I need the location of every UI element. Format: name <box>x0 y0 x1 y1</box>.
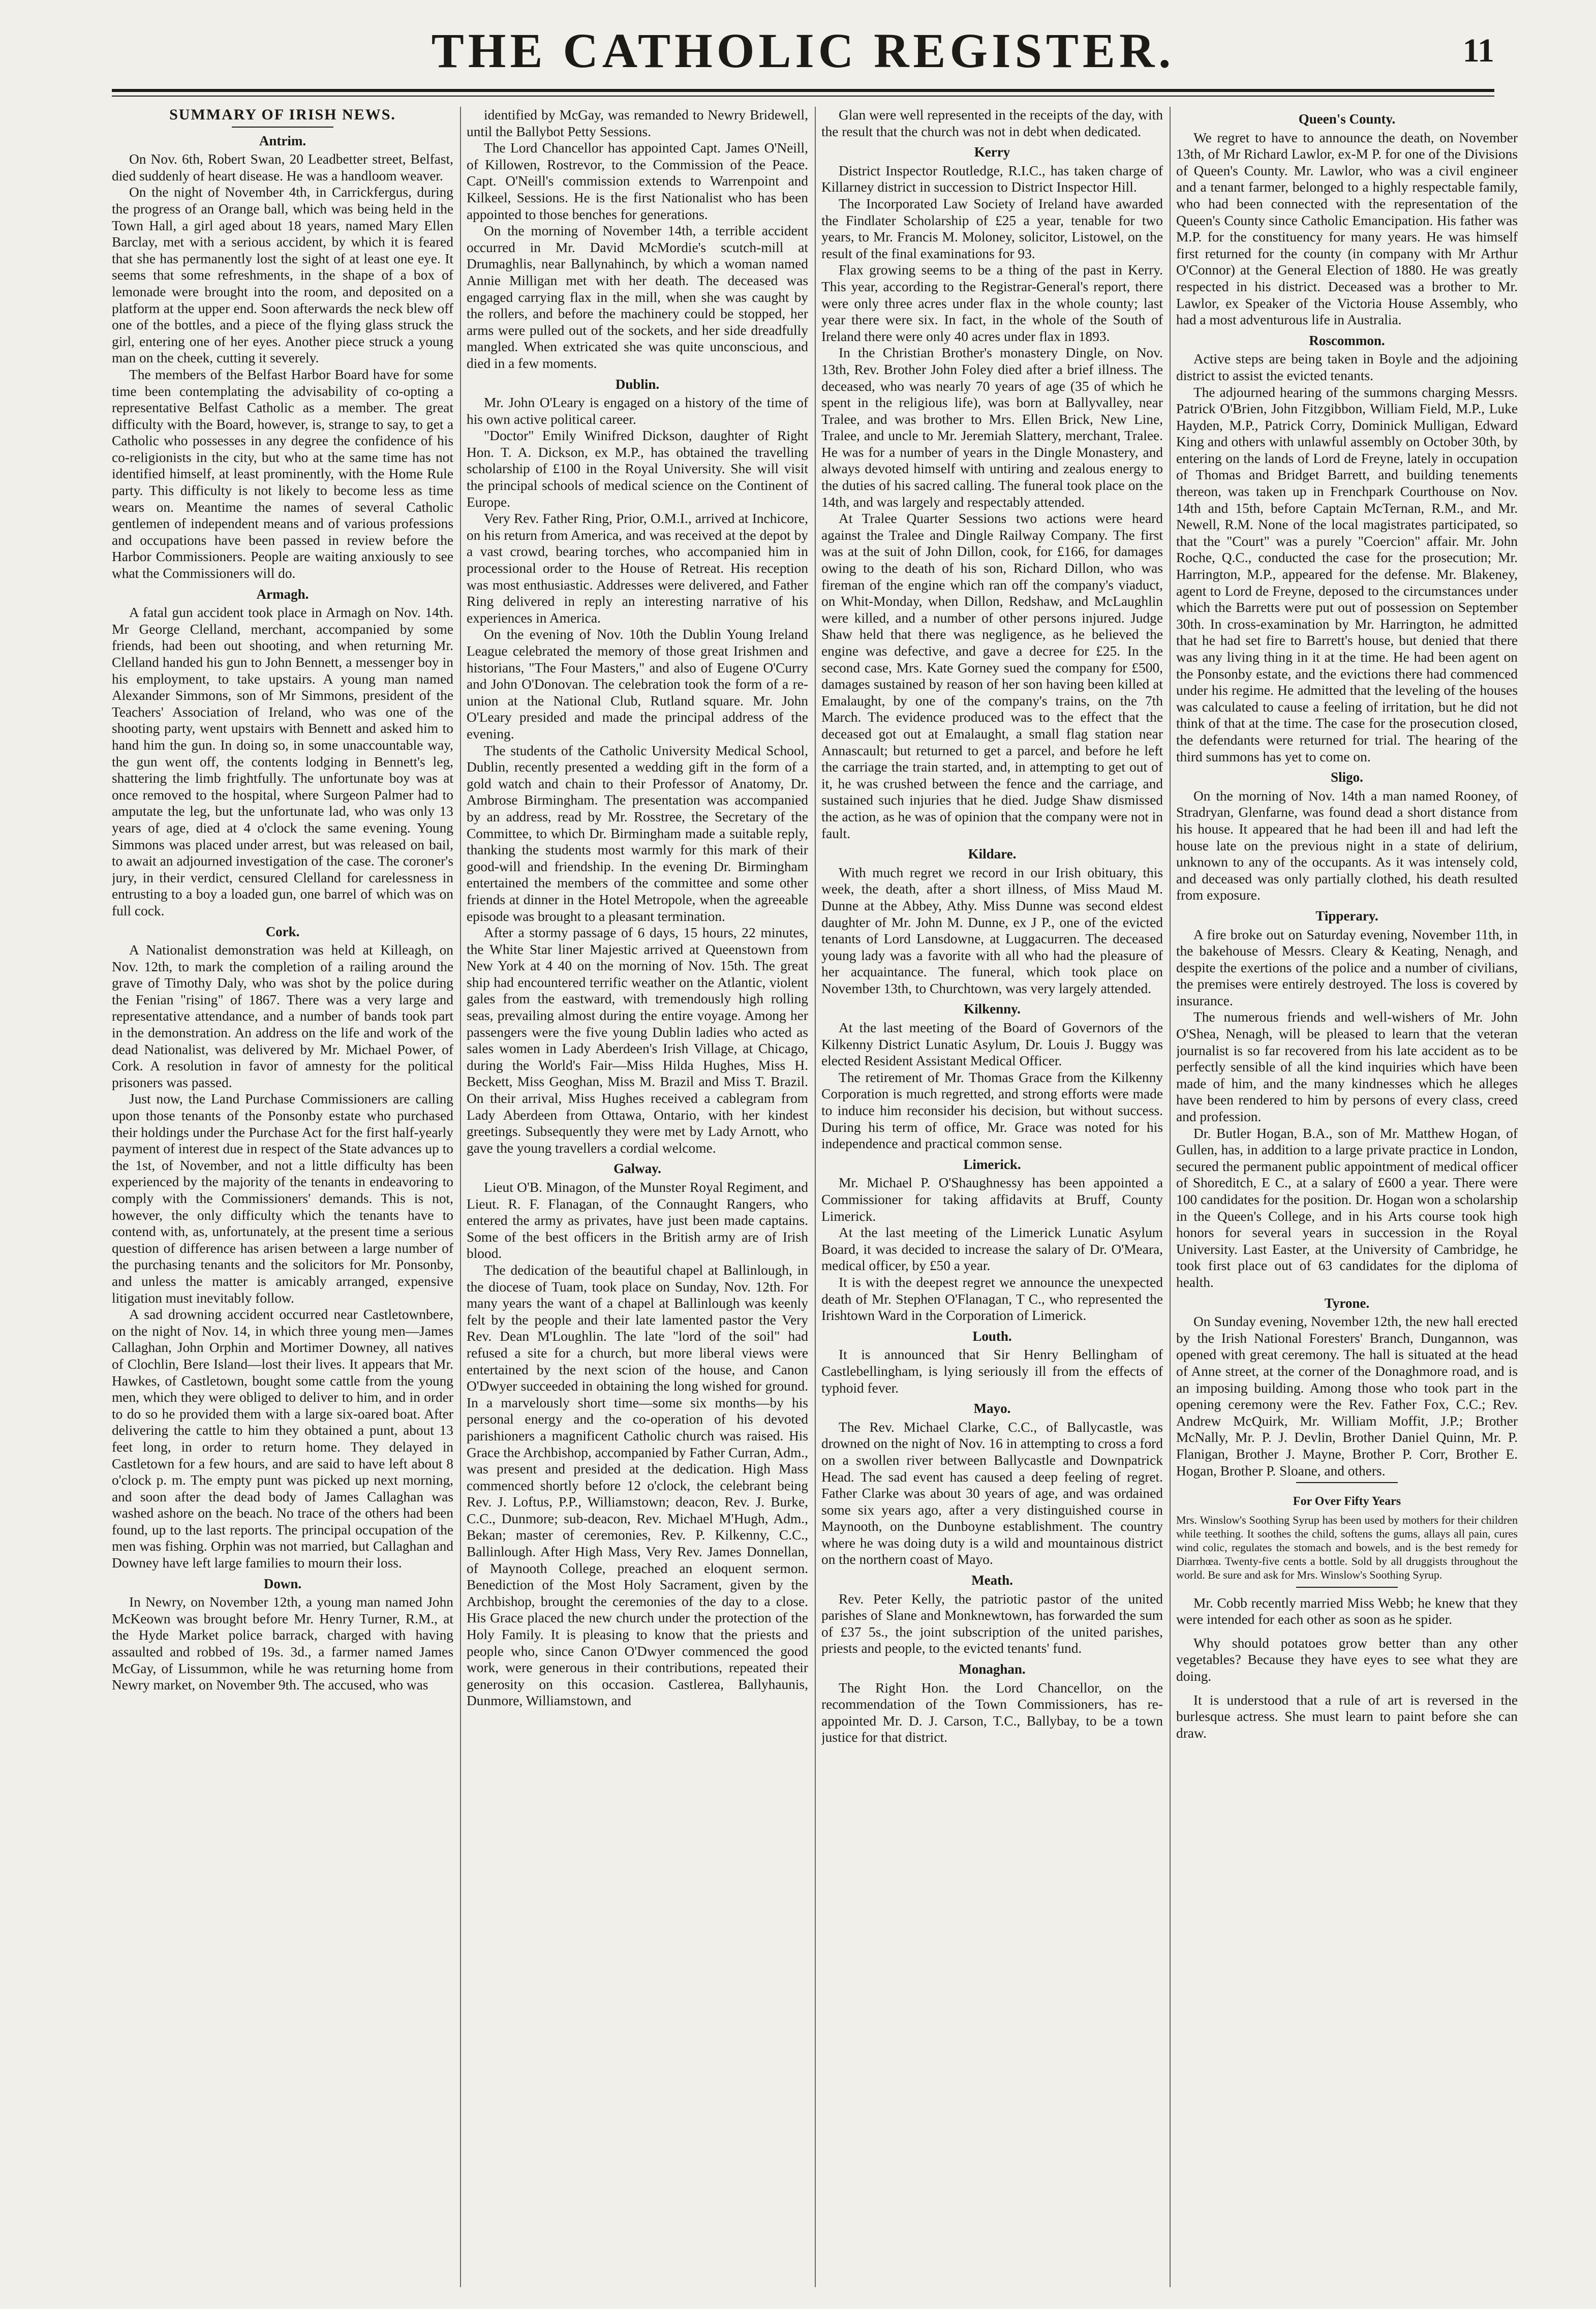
county-heading: Tyrone. <box>1324 1295 1370 1311</box>
county-heading: Tipperary. <box>1315 908 1378 923</box>
news-paragraph: After a stormy passage of 6 days, 15 hours, 22 minutes, the White Star liner Majestic arrived at Queenstown from New York at 4 40 on the morning of Nov. 15th. The great ship had encountered terrific weather on the Atlantic, violent gales from the eastward, with tremendously high rolling seas, prevailing almost during the entire voyage. Among her passengers were the five young Dublin ladies who acted as sales women in Lady Aberdeen's Irish Village, at Chicago, during the World's Fair—Miss Hilda Hughes, Miss H. Beckett, Miss Geoghan, Miss M. Brazil and Miss T. Brazil. On their arrival, Miss Hughes received a cablegram from Lady Aberdeen from Ottawa, Ontario, with her kindest greetings. Subsequently they were met by Lady Arnott, who gave the young travellers a cordial welcome. <box>467 925 808 1156</box>
county-heading: Galway. <box>613 1161 661 1177</box>
news-paragraph: Active steps are being taken in Boyle and the adjoining district to assist the evicted tenants. <box>1176 351 1518 383</box>
news-paragraph: The numerous friends and well-wishers of Mr. John O'Shea, Nenagh, will be pleased to learn that the veteran journalist is so far recovered from his late accident as to be perfectly sensible of all the kind inquiries which have been made of him, and the many kindnesses which he alleges have been rendered to him by persons of every class, creed and profession. <box>1176 1009 1518 1125</box>
news-paragraph: District Inspector Routledge, R.I.C., has taken charge of Killarney district in succession to District Inspector Hill. <box>821 163 1163 195</box>
news-paragraph: The Incorporated Law Society of Ireland have awarded the Findlater Scholarship of £25 a year, tenable for two years, to Mr. Francis M. Moloney, solicitor, Listowel, on the result of the final examinations for 93. <box>821 196 1163 261</box>
page-number: 11 <box>1462 32 1494 69</box>
news-paragraph: On the evening of Nov. 10th the Dublin Young Ireland League celebrated the memory of those great Irishmen and historians, "The Four Masters," and also of Eugene O'Curry and John O'Donovan. The celebration took the form of a re-union at the National Club, Rutland square. Mr. John O'Leary presided and made the principal address of the evening. <box>467 627 808 742</box>
news-paragraph: Lieut O'B. Minagon, of the Munster Royal Regiment, and Lieut. R. F. Flanagan, of the Connaught Rangers, who entered the army as privates, have just been made captains. Some of the best officers in the British army are of Irish blood. <box>467 1180 808 1261</box>
advert-body: Mrs. Winslow's Soothing Syrup has been used by mothers for their children while teething. It soothes the child, softens the gums, allays all pain, cures wind colic, regulates the stomach and bowels, and is the best remedy for Diarrhœa. Twenty-five cents a bottle. Sold by all druggists throughout the world. Be sure and ask for Mrs. Winslow's Soothing Syrup. <box>1176 1513 1518 1581</box>
county-heading: Dublin. <box>615 376 660 392</box>
county-heading: Sligo. <box>1331 769 1363 785</box>
news-paragraph: Very Rev. Father Ring, Prior, O.M.I., arrived at Inchicore, on his return from America, and was received at the depot by a vast crowd, bearing torches, who accompanied him in processional order to the House of Retreat. His reception was most enthusiastic. Addresses were delivered, and Father Ring delivered in reply an interesting narrative of his experiences in America. <box>467 511 808 626</box>
column-divider <box>815 107 816 2287</box>
news-paragraph: On the morning of November 14th, a terrible accident occurred in Mr. David McMordie's scutch-mill at Drumaghlis, near Ballynahinch, by which a woman named Annie Milligan met with her death. The deceased was engaged carrying flax in the mill, when she was caught by the rollers, and before the machinery could be stopped, her arms were pulled out of the sockets, and her side dreadfully mangled. When extricated she was quite unconscious, and died in a few moments. <box>467 223 808 371</box>
news-paragraph: The Lord Chancellor has appointed Capt. James O'Neill, of Killowen, Rostrevor, to the Commission of the Peace. Capt. O'Neill's commission extends to Warrenpoint and Kilkeel, Sessions. He is the first Nationalist who has been appointed to those benches for generations. <box>467 140 808 222</box>
news-paragraph: A Nationalist demonstration was held at Killeagh, on Nov. 12th, to mark the completion of a railing around the grave of Timothy Daly, who was shot by the police during the Fenian "rising" of 1867. There was a very large and representative attendance, and a number of bands took part in the demonstration. An address on the life and work of the dead Nationalist, was delivered by Mr. Michael Power, of Cork. A resolution in favor of amnesty for the political prisoners was passed. <box>112 942 453 1090</box>
county-heading: Down. <box>263 1576 302 1591</box>
column-4 <box>1176 107 1518 2292</box>
advert-heading: For Over Fifty Years <box>1293 1495 1401 1508</box>
news-paragraph: A sad drowning accident occurred near Castletownbere, on the night of Nov. 14, in which three young men—James Callaghan, John Orphin and Mortimer Downey, all natives of Clochlin, Bere Island—lost their lives. It appears that Mr. Hawkes, of Castletown, bought some cattle from the young men, which they were obliged to deliver to him, and in order to do so he provided them with a large six-oared boat. After delivering the cattle to him they obtained a punt, about 13 feet long, in order to return home. They delayed in Castletown for a few hours, and are said to have left about 8 o'clock p. m. The empty punt was picked up next morning, and soon after the dead body of James Callaghan was washed ashore on the beach. No trace of the others had been found, up to the last reports. The principal occupation of the men was fishing. Orphin was not married, but Callaghan and Downey have left large families to mourn their loss. <box>112 1307 453 1571</box>
news-paragraph: The adjourned hearing of the summons charging Messrs. Patrick O'Brien, John Fitzgibbon, William Field, M.P., Luke Hayden, M.P., Patrick Corry, Dominick Mulligan, Edward King and others with unlawful assembly on October 30th, by entering on the lands of Lord de Freyne, lately in occupation of Thomas and Bridget Barrett, and building tenements thereon, was taken up in Frenchpark Courthouse on Nov. 14th and 15th, before Captain McTernan, R.M., and Mr. Newell, R.M. None of the local magistrates participated, so that the "Court" was a purely "Coercion" affair. Mr. John Roche, Q.C., conducted the case for the prosecution; Mr. Harrington, M.P., appeared for the defense. Mr. Blakeney, agent to Lord de Freyne, deposed to the circumstances under which the Barretts were put out of possession on September 30th. In cross-examination by Mr. Harrington, he admitted that he had set fire to Barrett's house, but denied that there was any living thing in it at the time. He had been agent on the Ponsonby estate, and the evictions there had commenced under his regime. He admitted that the leveling of the houses was calculated to cause a feeling of irritation, but he did not think of that at the time. The case for the prosecution closed, the defendants were returned for trial. The hearing of the third summons has yet to come on. <box>1176 384 1518 764</box>
advert-rule <box>1296 1587 1398 1588</box>
news-paragraph: At the last meeting of the Limerick Lunatic Asylum Board, it was decided to increase the salary of Dr. O'Meara, medical officer, by £50 a year. <box>821 1225 1163 1274</box>
column-divider <box>1170 107 1171 2287</box>
column-3 <box>821 107 1163 2292</box>
county-heading: Kildare. <box>968 846 1017 862</box>
news-summary-heading: SUMMARY OF IRISH NEWS. <box>169 107 396 123</box>
column-divider <box>460 107 461 2287</box>
news-paragraph: "Doctor" Emily Winifred Dickson, daughter of Right Hon. T. A. Dickson, ex M.P., has obtained the travelling scholarship of £100 in the Royal University. She will visit the principal schools of medical science on the Continent of Europe. <box>467 428 808 510</box>
county-heading: Louth. <box>972 1328 1012 1344</box>
county-heading: Kerry <box>974 144 1010 160</box>
news-paragraph: Dr. Butler Hogan, B.A., son of Mr. Matthew Hogan, of Gullen, has, in addition to a large private practice in London, secured the permanent public appointment of medical officer of Shoreditch, E C., at a salary of £600 a year. There were 100 candidates for the position. Dr. Hogan won a scholarship in the Queen's College, and in his Arts course took high honors for several years in succession in the Royal University. Last Easter, at the University of Cambridge, he took first place out of 63 candidates for the diploma of health. <box>1176 1125 1518 1290</box>
news-paragraph: On the morning of Nov. 14th a man named Rooney, of Stradryan, Glenfarne, was found dead a short distance from his house. It appeared that he had been ill and had left the house late on the previous night in a state of delirium, unknown to any of the occupants. As it was intensely cold, and deceased was only partially clothed, his death resulted from exposure. <box>1176 788 1518 903</box>
news-paragraph: A fire broke out on Saturday evening, November 11th, in the bakehouse of Messrs. Cleary & Keating, Nenagh, and despite the exertions of the police and a number of civilians, the premises were entirely destroyed. The loss is covered by insurance. <box>1176 927 1518 1008</box>
news-paragraph: Just now, the Land Purchase Commissioners are calling upon those tenants of the Ponsonby estate who purchased their holdings under the Purchase Act for the first half-yearly payment of interest due in respect of the State advances up to the 1st, of November, and not a little difficulty has been experienced by the majority of the tenants in endeavoring to comply with the Commissioners' demands. This is not, however, the only difficulty which the tenants have to contend with, as, unfortunately, at the present time a serious question of difference has arisen between a large number of the purchasing tenants and the solicitors for Mr. Ponsonby, and unless the matter is amicably arranged, expensive litigation must inevitably follow. <box>112 1091 453 1306</box>
filler-block <box>1176 1595 1518 1742</box>
news-paragraph: The Rev. Michael Clarke, C.C., of Ballycastle, was drowned on the night of Nov. 16 in attempting to cross a ford on a swollen river between Ballycastle and Downpatrick Head. The sad event has caused a deep feeling of regret. Father Clarke was about 30 years of age, and was ordained some six years ago, after a very distinguished course in Maynooth, on the Dunboyne establishment. The country where he was doing duty is a wild and mountainous district on the northern coast of Mayo. <box>821 1419 1163 1567</box>
news-paragraph: On Sunday evening, November 12th, the new hall erected by the Irish National Foresters' Branch, Dungannon, was opened with great ceremony. The hall is situated at the head of Anne street, at the corner of the Donaghmore road, and is an imposing building. Among those who took part in the opening ceremony were the Rev. Father Fox, C.C.; Rev. Andrew McQuirk, Mr. William Moffit, J.P.; Brother McNally, Mr. P. J. Devlin, Brother Daniel Quinn, Mr. P. Flanigan, Brother J. Mayne, Brother P. Corr, Brother E. Hogan, Brother P. Sloane, and others. <box>1176 1314 1518 1479</box>
news-paragraph: In the Christian Brother's monastery Dingle, on Nov. 13th, Rev. Brother John Foley died after a brief illness. The deceased, who was nearly 70 years of age (35 of which he spent in the religious life), was born at Ballyvalley, near Tralee, and was brother to Mrs. Ellen Brick, New Line, Tralee, and uncle to Mr. Jeremiah Slattery, merchant, Tralee. He was for a number of years in the Dingle Monastery, and always devoted himself with untiring and zealous energy to the duties of his sacred calling. The funeral took place on the 14th, and was largely and respectably attended. <box>821 345 1163 510</box>
news-paragraph: In Newry, on November 12th, a young man named John McKeown was brought before Mr. Henry Turner, R.M., at the Hyde Market police barrack, charged with having assaulted and robbed of 19s. 3d., a farmer named James McGay, of Lissummon, while he was returning home from Newry market, on November 9th. The accused, who was <box>112 1594 453 1693</box>
newspaper-title: THE CATHOLIC REGISTER. <box>431 23 1175 78</box>
news-paragraph: The dedication of the beautiful chapel at Ballinlough, in the diocese of Tuam, took place on Sunday, Nov. 12th. For many years the want of a chapel at Ballinlough was keenly felt by the people and their late lamented pastor the Very Rev. Dean M'Loughlin. The late "lord of the soil" had refused a site for a church, but more liberal views were entertained by the next scion of the house, and Canon O'Dwyer succeeded in obtaining the long wished for ground. In a marvelously short time—some six months—by his personal energy and the co-operation of his devoted parishioners a magnificent Catholic church was raised. His Grace the Archbishop, accompanied by Father Curran, Adm., was present and presided at the dedication. High Mass commenced shortly before 12 o'clock, the celebrant being Rev. J. Loftus, P.P., Williamstown; deacon, Rev. J. Burke, C.C., Dunmore; sub-deacon, Rev. Michael M'Hugh, Adm., Bekan; master of ceremonies, Rev. P. Kilkenny, C.C., Ballinlough. After High Mass, Very Rev. James Donnellan, of Maynooth College, preached an eloquent sermon. Benediction of the Most Holy Sacrament, given by the Archbishop, brought the ceremonies of the day to a close. His Grace placed the new church under the protection of the Holy Family. It is pleasing to know that the priests and people who, since Canon O'Dwyer commenced the good work, were generous in their contributions, repeated their generosity on this occasion. Castlerea, Ballyhaunis, Dunmore, Williamstown, and <box>467 1262 808 1709</box>
county-heading: Armagh. <box>256 586 309 602</box>
news-paragraph: With much regret we record in our Irish obituary, this week, the death, after a short illness, of Miss Maud M. Dunne at the Abbey, Athy. Miss Dunne was second eldest daughter of Mr. John M. Dunne, ex J P., one of the evicted tenants of Lord Lansdowne, at Luggacurren. The deceased young lady was a favorite with all who had the pleasure of her acquaintance. The funeral, which took place on November 13th, to Churchtown, was very largely attended. <box>821 865 1163 996</box>
advert-rule <box>1296 1482 1398 1483</box>
news-paragraph: Mr. Michael P. O'Shaughnessy has been appointed a Commissioner for taking affidavits at Bruff, County Limerick. <box>821 1175 1163 1224</box>
news-paragraph: On Nov. 6th, Robert Swan, 20 Leadbetter street, Belfast, died suddenly of heart disease. He was a handloom weaver. <box>112 151 453 183</box>
filler-paragraph: It is understood that a rule of art is reversed in the burlesque actress. She must learn to paint before she can draw. <box>1176 1692 1518 1741</box>
heading-rule <box>232 127 333 128</box>
masthead-rule-thin <box>112 96 1494 97</box>
news-paragraph: Mr. John O'Leary is engaged on a history of the time of his own active political career. <box>467 395 808 427</box>
county-heading: Queen's County. <box>1298 111 1396 127</box>
county-heading: Antrim. <box>259 133 306 148</box>
news-paragraph: At Tralee Quarter Sessions two actions were heard against the Tralee and Dingle Railway Company. The first was at the suit of John Dillon, cook, for £166, for damages owing to the death of his son, Richard Dillon, who was fireman of the engine which ran off the company's viaduct, on Whit-Monday, when Dillon, Redshaw, and McLaughlin were killed, and a number of other persons injured. Judge Shaw held that there was negligence, as he believed the engine was defective, and gave a decree for £25. In the second case, Mrs. Kate Gorney sued the company for £500, damages sustained by reason of her son having been killed at Emalaught, by one of the company's trains, on the 7th March. The evidence produced was to the effect that the deceased got out at Emalaught, a small flag station near Annascault; but returned to get a parcel, and before he left the carriage the train started, and, in attempting to get out of it, he was crushed between the fence and the carriage, and sustained such injuries that he died. Judge Shaw dismissed the action, as he was of opinion that the company were not in fault. <box>821 511 1163 841</box>
column-2 <box>467 107 808 2292</box>
county-heading: Monaghan. <box>959 1661 1026 1677</box>
news-paragraph: The students of the Catholic University Medical School, Dublin, recently presented a wedding gift in the form of a gold watch and chain to their Professor of Anatomy, Dr. Ambrose Birmingham. The presentation was accompanied by an address, read by Mr. Rosstree, the Secretary of the Committee, to which Dr. Birmingham made a suitable reply, thanking the students most warmly for this mark of their good-will and friendship. In the evening Dr. Birmingham entertained the members of the committee and some other friends at dinner in the Hotel Metropole, when the agreeable episode was brought to a pleasant termination. <box>467 743 808 924</box>
news-paragraph: The retirement of Mr. Thomas Grace from the Kilkenny Corporation is much regretted, and strong efforts were made to induce him reconsider his decision, but without success. During his term of office, Mr. Grace was noted for his independence and practical common sense. <box>821 1069 1163 1152</box>
news-paragraph: It is announced that Sir Henry Bellingham of Castlebellingham, is lying seriously ill from the effects of typhoid fever. <box>821 1347 1163 1396</box>
filler-paragraph: Mr. Cobb recently married Miss Webb; he knew that they were intended for each other as soon as he spider. <box>1176 1595 1518 1627</box>
news-paragraph: The Right Hon. the Lord Chancellor, on the recommendation of the Town Commissioners, has re-appointed Mr. D. J. Carson, T.C., Ballybay, to be a town justice for that district. <box>821 1680 1163 1745</box>
county-heading: Kilkenny. <box>964 1001 1021 1017</box>
county-heading: Mayo. <box>973 1401 1011 1417</box>
news-paragraph: At the last meeting of the Board of Governors of the Kilkenny District Lunatic Asylum, Dr. Louis J. Buggy was elected Resident Assistant Medical Officer. <box>821 1020 1163 1069</box>
news-paragraph: Rev. Peter Kelly, the patriotic pastor of the united parishes of Slane and Monknewtown, has forwarded the sum of £37 5s., the joint subscription of the united parishes, priests and people, to the evicted tenants' fund. <box>821 1591 1163 1656</box>
county-heading: Cork. <box>265 923 300 939</box>
news-paragraph: Glan were well represented in the receipts of the day, with the result that the church was not in debt when dedicated. <box>821 107 1163 139</box>
column-1 <box>112 107 453 2292</box>
news-paragraph: A fatal gun accident took place in Armagh on Nov. 14th. Mr George Clelland, merchant, accompanied by some friends, had been out shooting, and when returning Mr. Clelland handed his gun to John Bennett, a messenger boy in his employment, to take upstairs. A young man named Alexander Simmons, son of Mr Simmons, president of the Teachers' Association of Ireland, who was one of the shooting party, went upstairs with Bennett and asked him to hand him the gun. In doing so, in some unaccountable way, the gun went off, the contents lodging in Bennett's leg, shattering the limb frightfully. The unfortunate boy was at once removed to the hospital, where Surgeon Palmer had to amputate the leg, but the unfortunate lad, who was only 13 years of age, died at 4 o'clock the same evening. Young Simmons was placed under arrest, but was released on bail, to await an adjourned investigation of the case. The coroner's jury, in their verdict, censured Clelland for carelessness in entrusting to a boy a loaded gun, one barrel of which was on full cock. <box>112 605 453 918</box>
county-heading: Meath. <box>971 1573 1013 1588</box>
masthead <box>112 20 1494 81</box>
masthead-rule-thick <box>112 89 1494 92</box>
county-heading: Roscommon. <box>1309 332 1385 348</box>
county-heading: Limerick. <box>963 1156 1021 1172</box>
news-paragraph: identified by McGay, was remanded to Newry Bridewell, until the Ballybot Petty Sessions. <box>467 107 808 139</box>
news-paragraph: The members of the Belfast Harbor Board have for some time been contemplating the advisability of co-opting a representative Belfast Catholic as a member. The great difficulty with the Board, however, is, strange to say, to get a Catholic who possesses in any degree the confidence of his co-religionists in the city, but who at the same time has not identified himself, at least prominently, with the Home Rule party. This difficulty is not likely to become less as time wears on. Meantime the names of several Catholic gentlemen of independent means and of various professions and occupations have been passed in review before the Harbor Commissioners. People are waiting anxiously to see what the Commissioners will do. <box>112 366 453 581</box>
filler-paragraph: Why should potatoes grow better than any other vegetables? Because they have eyes to see what they are doing. <box>1176 1635 1518 1684</box>
news-paragraph: On the night of November 4th, in Carrickfergus, during the progress of an Orange ball, which was being held in the Town Hall, a girl aged about 18 years, named Mary Ellen Barclay, met with a serious accident, by which it is feared that she has permanently lost the sight of at least one eye. It seems that some refreshments, in the shape of a box of lemonade were brought into the room, and deposited on a platform at the upper end. Soon afterwards the neck blew off one of the bottles, and a piece of the flying glass struck the girl, entering one of her eyes. Another piece struck a young man on the cheek, cutting it severely. <box>112 184 453 366</box>
news-paragraph: We regret to have to announce the death, on November 13th, of Mr Richard Lawlor, ex-M P. for one of the Divisions of Queen's County. Mr. Lawlor, who was a civil engineer and a tenant farmer, belonged to a highly respectable family, who had been connected with the representation of the Queen's County since Catholic Emancipation. His father was M.P. for the constituency for many years. He was himself first returned for the county (in company with Mr Arthur O'Connor) at the General Election of 1880. He was greatly respected in his district. Deceased was a brother to Mr. Lawlor, ex Speaker of the Victoria House Assembly, who had a most adventurous life in Australia. <box>1176 130 1518 328</box>
news-paragraph: It is with the deepest regret we announce the unexpected death of Mr. Stephen O'Flanagan, T C., who represented the Irishtown Ward in the Corporation of Limerick. <box>821 1274 1163 1323</box>
news-paragraph: Flax growing seems to be a thing of the past in Kerry. This year, according to the Registrar-General's report, there were only three acres under flax in the whole county; last year there were six. In fact, in the whole of the South of Ireland there were only 40 acres under flax in 1893. <box>821 262 1163 344</box>
